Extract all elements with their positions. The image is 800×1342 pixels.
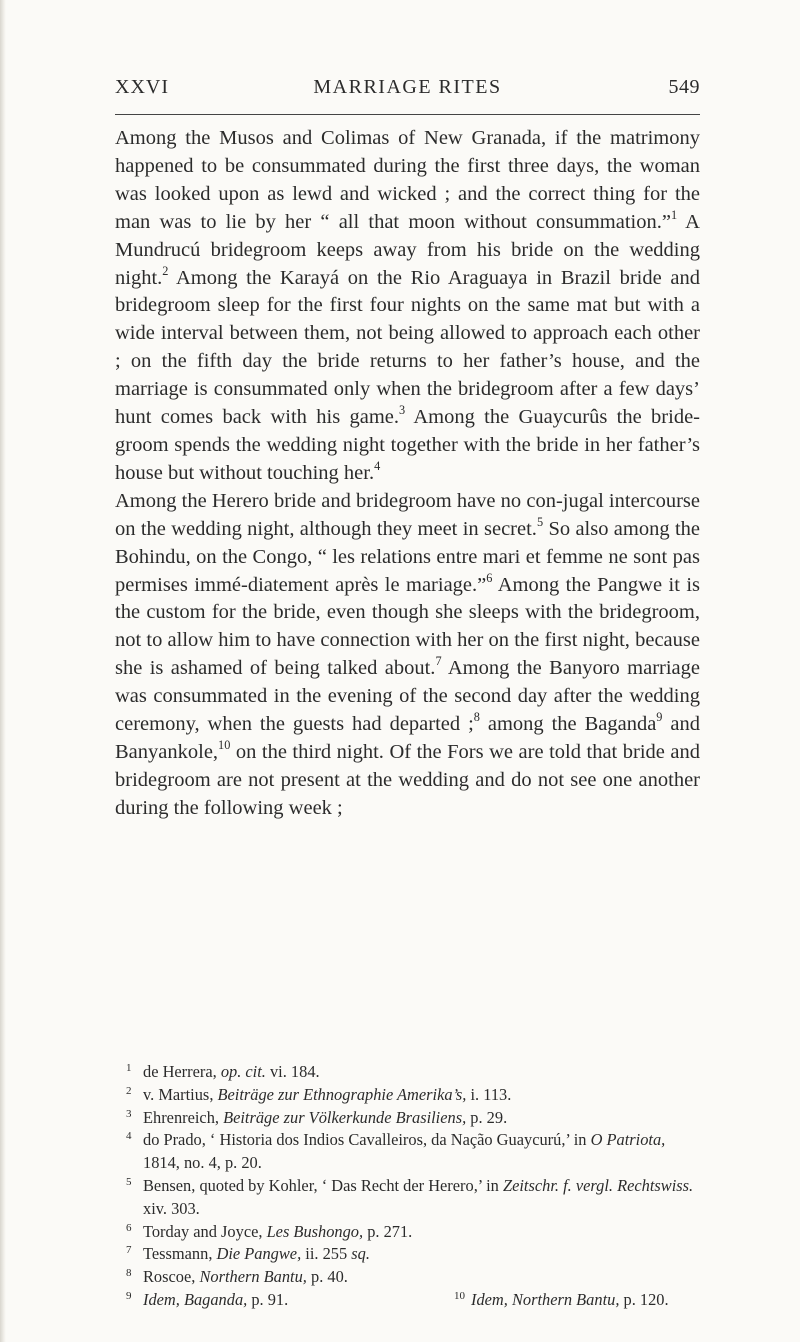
footnote: 6 Torday and Joyce, Les Bushongo, p. 271. bbox=[126, 1221, 413, 1241]
footnote: 10 Idem, Northern Bantu, p. 120. bbox=[454, 1289, 669, 1309]
running-header bbox=[115, 76, 700, 110]
footnote-ref: 2 bbox=[162, 263, 169, 278]
footnote-ref: 9 bbox=[656, 709, 663, 724]
footnote-ref: 5 bbox=[536, 514, 544, 529]
footnote: 3 Ehrenreich, Beiträge zur Völkerkunde Brasiliens, p. 29. bbox=[126, 1107, 508, 1127]
footnote: 2 v. Martius, Beiträge zur Ethnographie Amerika’s, i. 113. bbox=[126, 1084, 512, 1104]
footnote-ref: 4 bbox=[374, 458, 381, 473]
footnote-ref: 8 bbox=[473, 709, 480, 724]
footnote: 8 Roscoe, Northern Bantu, p. 40. bbox=[126, 1267, 348, 1287]
footnote: 9 Idem, Baganda, p. 91. bbox=[126, 1289, 289, 1309]
paragraph-1: Among the Musos and Colimas of New Granada, if the matrimony happened to be consummated during the first three days, the woman was looked upon as lewd and wicked ; and the correct thing for the man was to lie by her “ all that moon without consummation.”$^1$ A Mundrucú bridegroom keeps away from his bride on the wedding night.$^2$ Among the Karayá on the Rio Araguaya in Brazil bride and bridegroom sleep for the first four nights on the same mat but with a wide interval between them, not being allowed to approach each other ; on the fifth day the bride returns to her father’s house, and the marriage is consummated only when the bridegroom after a few days’ hunt comes back with his game.$^3$ Among the Guaycurûs the bride-groom spends the wedding night together with the bride in her father’s house but without touching her.$^4$ bbox=[115, 127, 700, 484]
footnote: 7 Tessmann, Die Pangwe, ii. 255 sq. bbox=[126, 1244, 370, 1264]
header-rule bbox=[115, 114, 700, 115]
running-title: MARRIAGE RITES bbox=[313, 76, 502, 98]
body-text bbox=[115, 125, 700, 823]
footnote: 5 Bensen, quoted by Kohler, ‘ Das Recht der Herero,’ in Zeitschr. f. vergl. Rechtswiss. xiv. 303. bbox=[126, 1175, 694, 1218]
footnote-ref: 3 bbox=[399, 402, 406, 417]
footnotes bbox=[115, 1061, 700, 1312]
footnote-ref: 7 bbox=[435, 654, 442, 668]
footnote-row bbox=[115, 1289, 700, 1312]
footnote: 1 de Herrera, op. cit. vi. 184. bbox=[126, 1062, 320, 1081]
paragraph-2: Among the Herero bride and bridegroom have no con-jugal intercourse on the wedding night, although they meet in secret.$^5$ So also among the Bohindu, on the Congo, “ les relations entre mari et femme ne sont pas permises immé-diatement après le mariage.”$^6$ Among the Pangwe it is the custom for the bride, even though she sleeps with the bridegroom, not to allow him to have connection with her on the first night, because she is ashamed of being talked about.$^7$ Among the Banyoro marriage was consummated in the evening of the second day after the wedding ceremony, when the guests had departed ;$^8$ among the Baganda$^9$ and Banyankole,$^{10}$ on the third night. Of the Fors we are told that bride and bridegroom are not present at the wedding and do not see one another during the following week ; bbox=[115, 489, 700, 819]
page-edge bbox=[0, 0, 6, 1342]
footnote-ref: 10 bbox=[218, 737, 231, 752]
footnote: 4 do Prado, ‘ Historia dos Indios Cavalleiros, da Nação Guaycurú,’ in O Patriota, 1814, no. 4, p. 20. bbox=[126, 1130, 666, 1173]
footnote-ref: 6 bbox=[486, 570, 493, 585]
footnote-ref: 1 bbox=[670, 207, 678, 222]
chapter-number: XXVI bbox=[115, 76, 169, 98]
page-number: 549 bbox=[668, 76, 700, 98]
